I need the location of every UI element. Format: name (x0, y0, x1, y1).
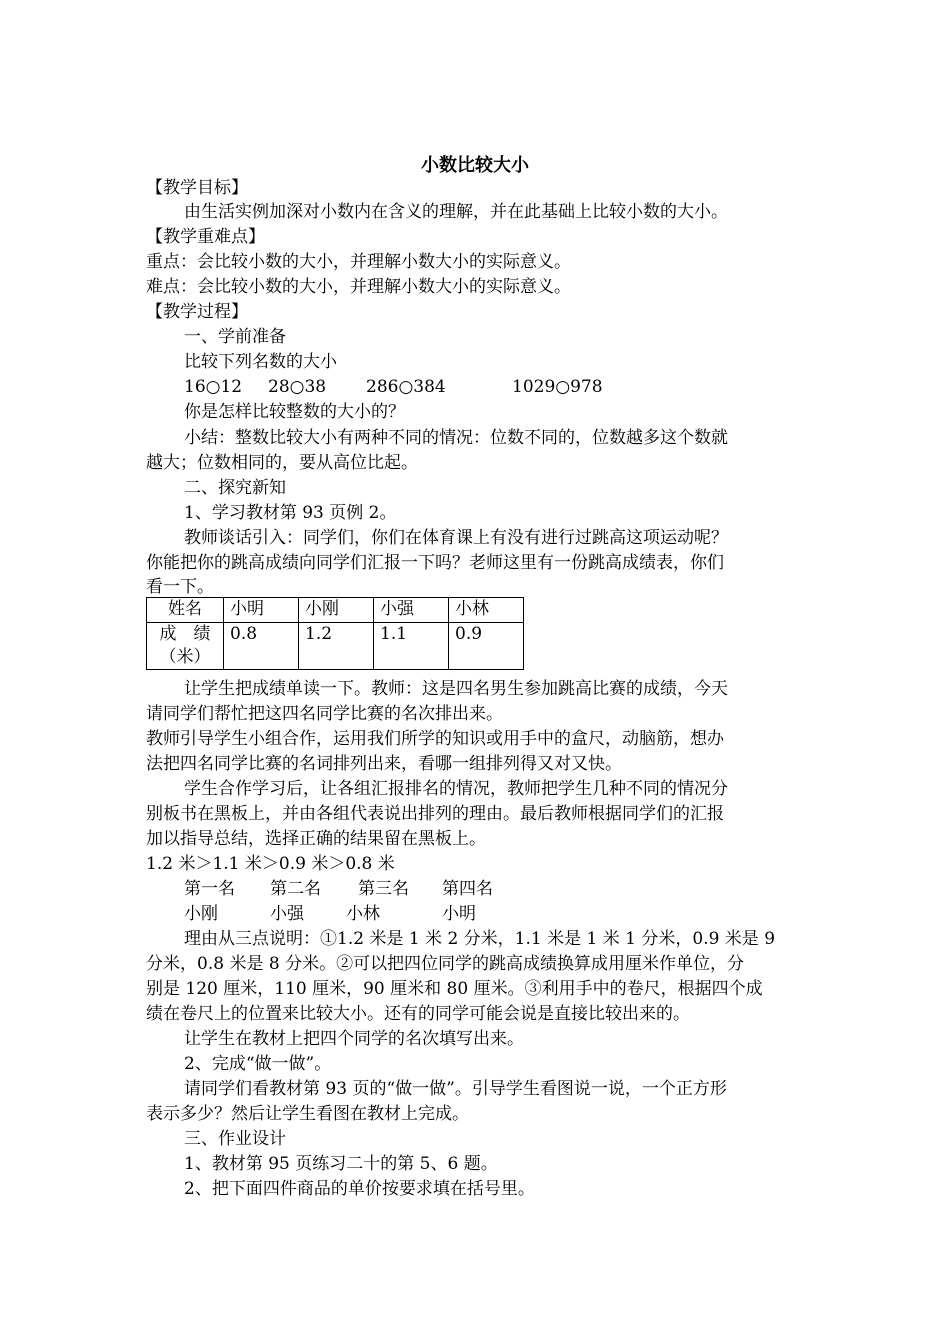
coop-paragraph-end: 加以指导总结，选择正确的结果留在黑板上。 (146, 829, 486, 849)
document-title: 小数比较大小 (421, 155, 529, 176)
rank-name: 小林 (346, 904, 380, 924)
doit-paragraph-cont: 表示多少？然后让学生看图在教材上完成。 (146, 1104, 469, 1124)
doit-paragraph: 请同学们看教材第 93 页的“做一做”。引导学生看图说一说，一个正方形 (184, 1079, 727, 1099)
difficult-point: 难点：会比较小数的大小，并理解小数大小的实际意义。 (146, 277, 571, 297)
comparison-item: 1029○978 (512, 377, 603, 397)
coop-paragraph-cont: 别板书在黑板上，并由各组代表说出排列的理由。最后教师根据同学们的汇报 (146, 804, 724, 824)
process-header: 【教学过程】 (146, 302, 248, 322)
table-row (147, 623, 524, 670)
intro-paragraph-end: 看一下。 (146, 577, 214, 597)
goal-text: 由生活实例加深对小数内在含义的理解，并在此基础上比较小数的大小。 (184, 202, 728, 222)
rank-label: 第三名 (358, 879, 409, 899)
table-header-cell: 小明 (224, 598, 299, 623)
reason-paragraph-2: 分米，0.8 米是 8 分米。②可以把四位同学的跳高成绩换算成用厘米作单位，分 (146, 954, 745, 974)
coop-paragraph: 学生合作学习后，让各组汇报排名的情况，教师把学生几种不同的情况分 (184, 779, 728, 799)
homework-item-2: 2、把下面四件商品的单价按要求填在括号里。 (184, 1179, 535, 1199)
section-2-item-2: 2、完成“做一做”。 (184, 1054, 332, 1074)
rank-name: 小强 (270, 904, 304, 924)
section-1-prompt: 比较下列名数的大小 (184, 352, 337, 372)
table-row-label: 成 绩（米） (147, 623, 224, 670)
table-header-cell: 小强 (374, 598, 449, 623)
table-header-cell: 姓名 (147, 598, 224, 623)
table-cell: 1.1 (374, 623, 449, 670)
order-line: 1.2 米＞1.1 米＞0.9 米＞0.8 米 (146, 854, 395, 874)
section-1-title: 一、学前准备 (184, 327, 286, 347)
rank-row (184, 877, 844, 902)
intro-paragraph: 教师谈话引入：同学们，你们在体育课上有没有进行过跳高这项运动呢？ (184, 528, 728, 548)
goal-header: 【教学目标】 (146, 178, 248, 198)
key-header: 【教学重难点】 (146, 227, 265, 247)
fill-rank-instruction: 让学生在教材上把四个同学的名次填写出来。 (184, 1029, 524, 1049)
comparison-item: 286○384 (366, 377, 446, 397)
section-2-item-1: 1、学习教材第 93 页例 2。 (184, 503, 397, 523)
comparison-item: 16○12 (184, 377, 243, 397)
table-header-row (147, 598, 524, 623)
guide-paragraph-cont: 法把四名同学比赛的名词排列出来，看哪一组排列得又对又快。 (146, 754, 622, 774)
rank-name: 小刚 (184, 904, 218, 924)
key-point: 重点：会比较小数的大小，并理解小数大小的实际意义。 (146, 252, 571, 272)
rank-name-row (184, 902, 844, 927)
section-3-title: 三、作业设计 (184, 1129, 286, 1149)
reason-paragraph-3: 别是 120 厘米，110 厘米，90 厘米和 80 厘米。③利用手中的卷尺，根据四个成 (146, 979, 763, 999)
table-cell: 1.2 (299, 623, 374, 670)
homework-item-1: 1、教材第 95 页练习二十的第 5、6 题。 (184, 1154, 498, 1174)
table-cell: 0.8 (224, 623, 299, 670)
rank-label: 第四名 (442, 879, 493, 899)
guide-paragraph: 教师引导学生小组合作，运用我们所学的知识或用手中的盒尺，动脑筋，想办 (146, 729, 724, 749)
read-paragraph: 让学生把成绩单读一下。教师：这是四名男生参加跳高比赛的成绩，今天 (184, 679, 728, 699)
rank-label: 第二名 (270, 879, 321, 899)
reason-paragraph: 理由从三点说明：①1.2 米是 1 米 2 分米，1.1 米是 1 米 1 分米，0.9 米是 9 (184, 929, 776, 949)
intro-paragraph-cont: 你能把你的跳高成绩向同学们汇报一下吗？老师这里有一份跳高成绩表，你们 (146, 553, 724, 573)
comparison-row (184, 375, 844, 400)
section-2-title: 二、探究新知 (184, 478, 286, 498)
table-header-cell: 小刚 (299, 598, 374, 623)
reason-paragraph-4: 绩在卷尺上的位置来比较大小。还有的同学可能会说是直接比较出来的。 (146, 1004, 690, 1024)
rank-label: 第一名 (184, 879, 235, 899)
scores-table (146, 597, 524, 670)
section-1-summary-cont: 越大；位数相同的，要从高位比起。 (146, 453, 418, 473)
rank-name: 小明 (442, 904, 476, 924)
comparison-item: 28○38 (268, 377, 327, 397)
table-header-cell: 小林 (449, 598, 524, 623)
read-paragraph-cont: 请同学们帮忙把这四名同学比赛的名次排出来。 (146, 704, 503, 724)
table-cell: 0.9 (449, 623, 524, 670)
section-1-question: 你是怎样比较整数的大小的？ (184, 402, 405, 422)
section-1-summary: 小结：整数比较大小有两种不同的情况：位数不同的，位数越多这个数就 (184, 428, 728, 448)
